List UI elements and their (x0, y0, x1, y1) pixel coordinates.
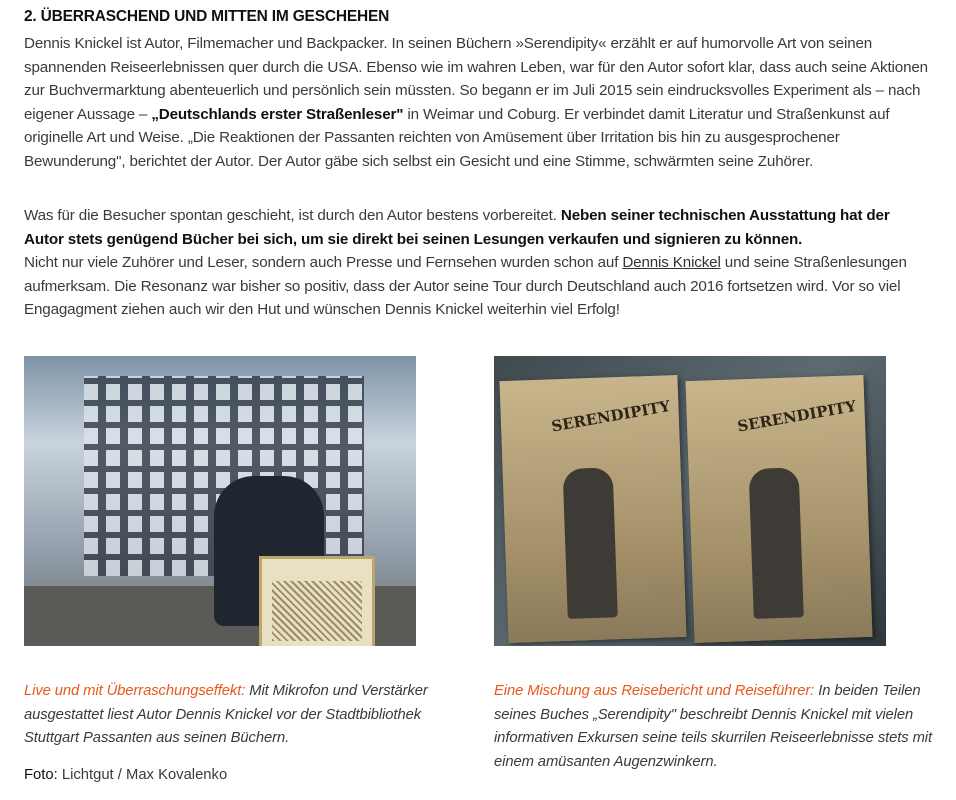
photo-credit (24, 767, 227, 783)
paragraph-text: Was für die Besucher spontan geschieht, ist durch den Autor bestens vorbereitet. (24, 207, 561, 224)
photo-books (494, 356, 886, 646)
caption-text: Mit Mikrofon und Verstärker ausgestattet liest Autor Dennis Knickel vor der Stadtbibliothek Stuttgart Passanten aus seinen Büchern. (24, 683, 428, 746)
caption-highlight: Live und mit Überraschungseffekt: (24, 683, 246, 699)
paragraph-2 (24, 204, 929, 322)
paragraph-text: Dennis Knickel ist Autor, Filmemacher und Backpacker. In seinen Büchern »Serendipity« erzählt er auf humorvolle Art von seinen spannenden Reiseerlebnissen quer durch die USA. Ebenso wie im wahren Leben, war für den Autor sofort klar, dass auch seine Aktionen zur Buchvermarktung abenteuerlich und persönlich sein müssten. So begann er im Juli 2015 sein eindrucksvolles Experiment als – nach eigener Aussage – (24, 35, 928, 123)
author-link[interactable]: Dennis Knickel (622, 254, 721, 271)
caption-2 (494, 680, 939, 774)
book-part-2 (685, 375, 872, 643)
photo-street-reading (24, 356, 416, 646)
book-title: SERENDIPITY (550, 397, 672, 436)
cover-figure (563, 467, 618, 619)
credit-value: Lichtgut / Max Kovalenko (57, 767, 228, 783)
book-part-1 (499, 375, 686, 643)
caption-1 (24, 680, 434, 751)
cover-figure (749, 467, 804, 619)
caption-text: In beiden Teilen seines Buches „Serendipity" beschreibt Dennis Knickel mit vielen informativen Exkursen seine teils skurrilen Reiseerlebnisse stets mit einem amüsanten Augenzwinkern. (494, 683, 933, 770)
bold-quote: „Deutschlands erster Straßenleser" (151, 105, 404, 123)
bold-statement: Neben seiner technischen Ausstattung hat der Autor stets genügend Bücher bei sich, um sie direkt bei seinen Lesungen verkaufen und signieren zu können. (24, 207, 890, 248)
amplifier (259, 556, 375, 646)
paragraph-1 (24, 32, 929, 173)
paragraph-text: und seine Straßenlesungen aufmerksam. Die Resonanz war bisher so positiv, dass der Autor seine Tour durch Deutschland auch 2016 fortsetzen wird. Vor so viel Engagagment ziehen auch wir den Hut und wünschen Dennis Knickel weiterhin viel Erfolg! (24, 254, 907, 318)
book-title: SERENDIPITY (736, 397, 858, 436)
paragraph-text: Nicht nur viele Zuhörer und Leser, sondern auch Presse und Fernsehen wurden schon auf (24, 254, 623, 271)
section-heading: 2. ÜBERRASCHEND UND MITTEN IM GESCHEHEN (24, 8, 390, 25)
caption-highlight: Eine Mischung aus Reisebericht und Reiseführer: (494, 683, 815, 699)
paragraph-text: in Weimar und Coburg. Er verbindet damit Literatur und Straßenkunst auf originelle Art und Weise. „Die Reaktionen der Passanten reichten von Amüsement über Irritation bis hin zu ausgesprochener Bewunderung", berichtet der Autor. Der Autor gäbe sich selbst ein Gesicht und eine Stimme, schwärmten seine Zuhörer. (24, 105, 890, 170)
credit-label: Foto: (24, 767, 58, 783)
